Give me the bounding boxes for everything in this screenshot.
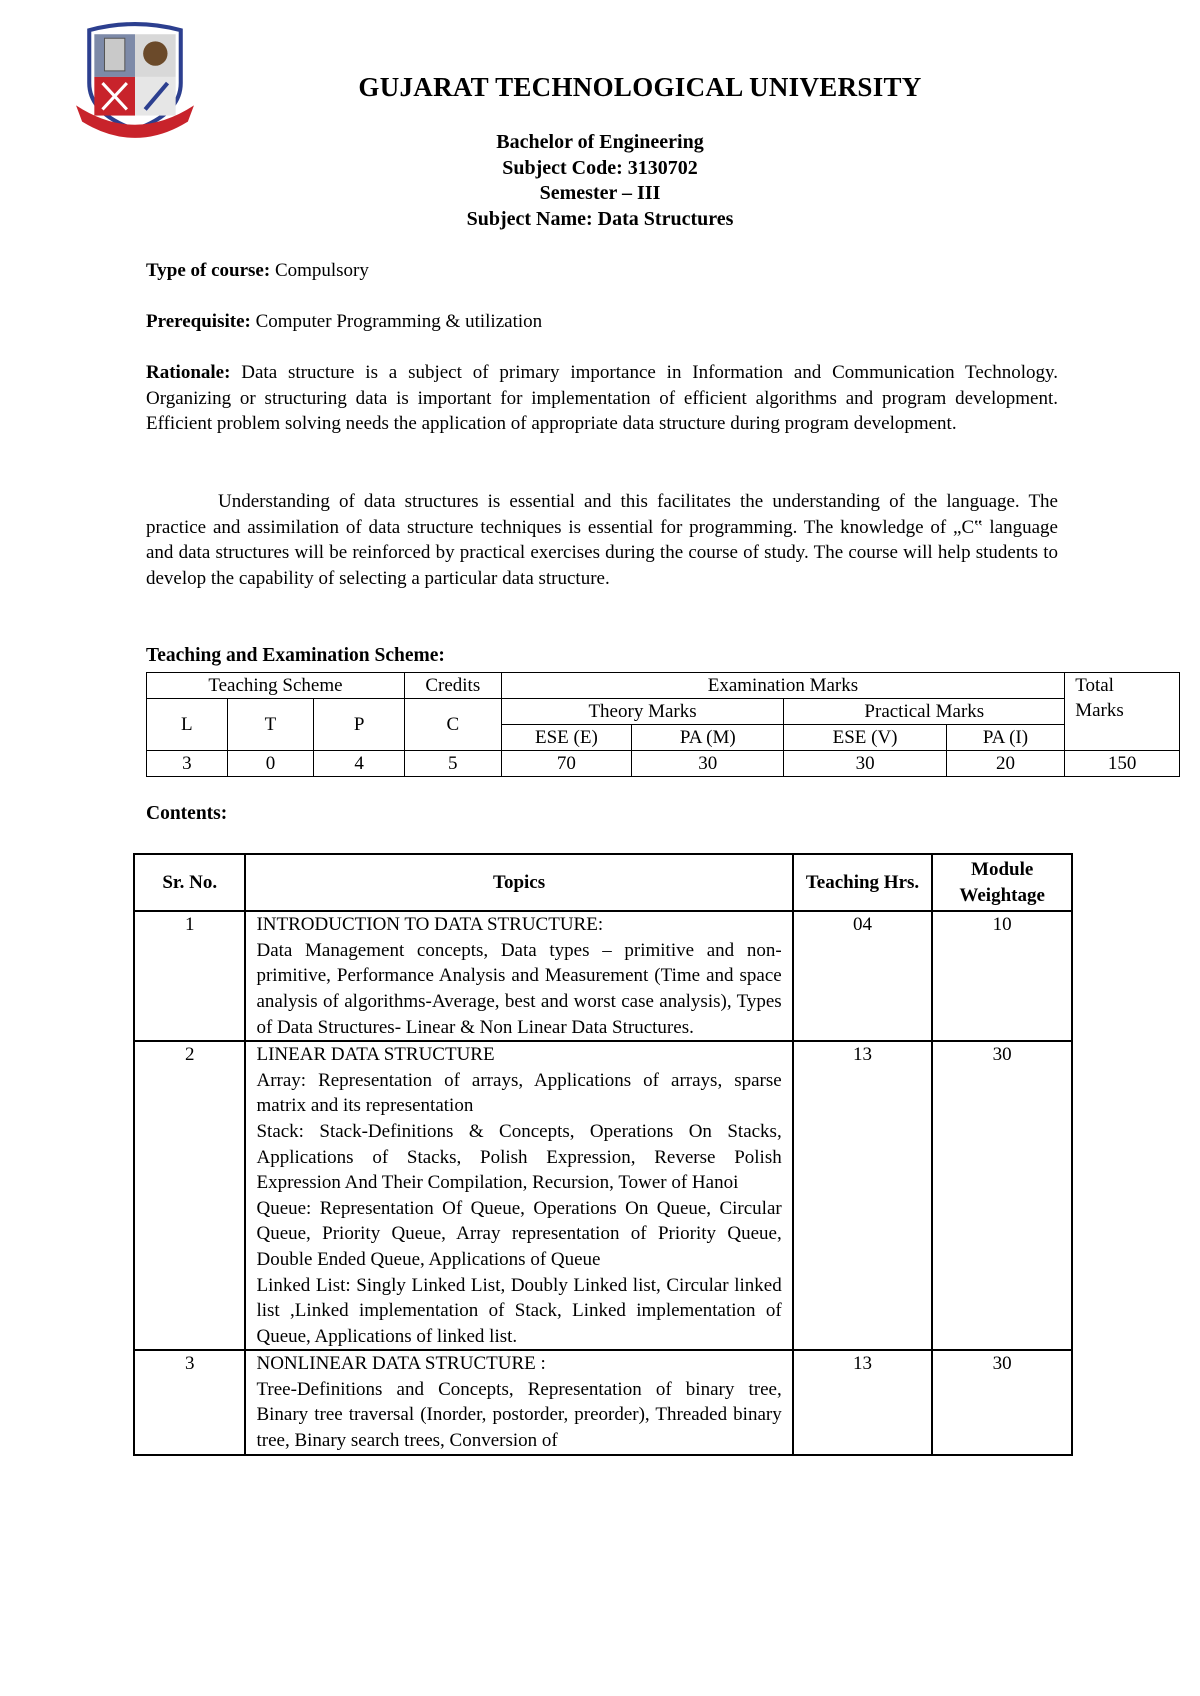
scheme-header-ese-v: ESE (V) (784, 725, 946, 751)
header-module-weightage: Module Weightage (932, 854, 1072, 911)
scheme-header-exam: Examination Marks (501, 673, 1065, 699)
course-type-label: Type of course: (146, 260, 271, 281)
header-sr-no: Sr. No. (134, 854, 245, 911)
scheme-value-total: 150 (1065, 751, 1180, 777)
prerequisite (146, 309, 1058, 335)
semester: Semester – III (539, 182, 661, 204)
scheme-header-t: T (227, 699, 314, 751)
scheme-header-practical: Practical Marks (784, 699, 1065, 725)
row-weightage: 30 (932, 1350, 1072, 1454)
row-topic (245, 1041, 792, 1350)
scheme-value-ese-e: 70 (501, 751, 631, 777)
rationale-label: Rationale: (146, 362, 231, 383)
scheme-header-credits: Credits (404, 673, 501, 699)
scheme-total-label: Total Marks (1075, 675, 1124, 721)
scheme-header-l: L (147, 699, 228, 751)
row-sr-no: 1 (134, 911, 245, 1041)
university-title: GUJARAT TECHNOLOGICAL UNIVERSITY (358, 72, 922, 102)
scheme-header-theory: Theory Marks (501, 699, 784, 725)
scheme-table (146, 672, 1180, 777)
topic-body-linked-list: Linked List: Singly Linked List, Doubly Linked list, Circular linked list ,Linked implementation of Stack, Linked implementation of Queue, Applications of linked list. (256, 1274, 782, 1347)
row-weightage: 10 (932, 911, 1072, 1041)
rationale-text-1: Data structure is a subject of primary importance in Information and Communication Technology. Organizing or structuring data is important for implementation of efficient algorithms and program development. Efficient problem solving needs the application of appropriate data structure during program development. (146, 362, 1058, 435)
scheme-value-l: 3 (147, 751, 228, 777)
scheme-value-pa-i: 20 (946, 751, 1064, 777)
contents-table (133, 853, 1073, 1456)
scheme-header-total (1065, 673, 1180, 751)
row-teaching-hrs: 04 (793, 911, 933, 1041)
scheme-header-pa-i: PA (I) (946, 725, 1064, 751)
row-sr-no: 3 (134, 1350, 245, 1454)
topic-body: Data Management concepts, Data types – primitive and non-primitive, Performance Analysis and Measurement (Time and space analysis of algorithms-Average, best and worst case analysis), Types of Data Structures- Linear & Non Linear Data Structures. (256, 939, 782, 1038)
row-teaching-hrs: 13 (793, 1350, 933, 1454)
contents-title: Contents: (146, 803, 228, 824)
topic-body-queue: Queue: Representation Of Queue, Operations On Queue, Circular Queue, Priority Queue, Array representation of Priority Queue, Double Ended Queue, Applications of Queue (256, 1197, 782, 1270)
degree-name: Bachelor of Engineering (496, 131, 704, 153)
scheme-header-c: C (404, 699, 501, 751)
scheme-value-t: 0 (227, 751, 314, 777)
table-row (134, 1350, 1072, 1454)
subject-code: Subject Code: 3130702 (502, 156, 698, 179)
topic-body: Tree-Definitions and Concepts, Representation of binary tree, Binary tree traversal (Inorder, postorder, preorder), Threaded binary tree, Binary search trees, Conversion of (256, 1378, 782, 1452)
scheme-title: Teaching and Examination Scheme: (146, 645, 445, 666)
scheme-value-c: 5 (404, 751, 501, 777)
table-row (134, 1041, 1072, 1350)
course-header (0, 130, 1200, 232)
prerequisite-value: Computer Programming & utilization (255, 311, 543, 332)
scheme-value-p: 4 (314, 751, 405, 777)
table-row (134, 911, 1072, 1041)
rationale-paragraph-2: Understanding of data structures is essential and this facilitates the understanding of the language. The practice and assimilation of data structure techniques is essential for programming. The knowledge of „C‟ language and data structures will be reinforced by practical exercises during the course of study. The course will help students to develop the capability of selecting a particular data structure. (146, 491, 1058, 589)
scheme-header-pa-m: PA (M) (632, 725, 784, 751)
prerequisite-label: Prerequisite: (146, 311, 251, 332)
header-topics: Topics (245, 854, 792, 911)
topic-heading: LINEAR DATA STRUCTURE (256, 1044, 495, 1066)
rationale-paragraph-1 (146, 360, 1058, 437)
scheme-header-ese-e: ESE (E) (501, 725, 631, 751)
course-type (146, 258, 1058, 284)
row-topic (245, 911, 792, 1041)
contents-header-row (134, 854, 1072, 911)
row-teaching-hrs: 13 (793, 1041, 933, 1350)
row-weightage: 30 (932, 1041, 1072, 1350)
scheme-value-pa-m: 30 (632, 751, 784, 777)
topic-heading: NONLINEAR DATA STRUCTURE : (256, 1353, 546, 1375)
row-sr-no: 2 (134, 1041, 245, 1350)
subject-name: Subject Name: Data Structures (466, 207, 734, 230)
row-topic (245, 1350, 792, 1454)
scheme-header-p: P (314, 699, 405, 751)
scheme-value-ese-v: 30 (784, 751, 946, 777)
topic-heading: INTRODUCTION TO DATA STRUCTURE: (256, 914, 604, 936)
header-teaching-hrs: Teaching Hrs. (793, 854, 933, 911)
course-type-value: Compulsory (274, 260, 369, 281)
topic-body-array: Array: Representation of arrays, Applications of arrays, sparse matrix and its representation (256, 1069, 782, 1117)
scheme-header-teaching: Teaching Scheme (147, 673, 405, 699)
topic-body-stack: Stack: Stack-Definitions & Concepts, Operations On Stacks, Applications of Stacks, Polish Expression, Reverse Polish Expression And Their Compilation, Recursion, Tower of Hanoi (256, 1120, 782, 1194)
